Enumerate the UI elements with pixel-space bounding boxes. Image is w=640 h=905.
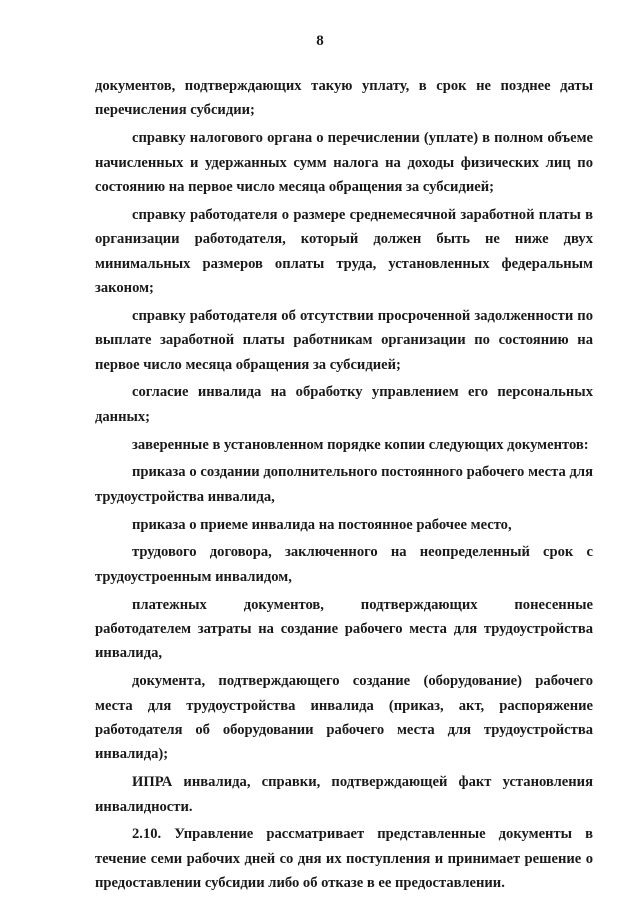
paragraph-certified-copies: заверенные в установленном порядке копии следующих документов: <box>132 436 589 453</box>
paragraph-personal-data-consent: согласие инвалида на обработку управлением его персональных данных; <box>95 384 593 425</box>
paragraph-section-2-10: 2.10. Управление рассматривает представленные документы в течение семи рабочих дней со дня их поступления и принимает решение о предоставлении субсидии либо об отказе в ее предоставлении. <box>95 826 593 892</box>
paragraph-payment-costs: платежных документов, подтверждающих понесенные работодателем затраты на создание рабочего места для трудоустройства инвалида, <box>95 596 593 662</box>
paragraph-labor-contract: трудового договора, заключенного на неопределенный срок с трудоустроенным инвалидом, <box>95 544 593 585</box>
paragraph-equipment-document: документа, подтверждающего создание (оборудование) рабочего места для трудоустройства инвалида (приказ, акт, распоряжение работодателя об оборудовании рабочего места для трудоустройства инвалида); <box>95 673 593 763</box>
paragraph-payment-documents: документов, подтверждающих такую уплату, в срок не позднее даты перечисления субсидии; <box>95 78 593 119</box>
paragraph-ipra: ИПРА инвалида, справки, подтверждающей факт установления инвалидности. <box>95 774 593 815</box>
paragraph-no-arrears-certificate: справку работодателя об отсутствии просроченной задолженности по выплате заработной платы работникам организации по состоянию на первое число месяца обращения за субсидией; <box>95 307 593 373</box>
paragraph-salary-certificate: справку работодателя о размере среднемесячной заработной платы в организации работодателя, который должен быть не ниже двух минимальных размеров оплаты труда, установленных федеральным законом; <box>95 206 593 297</box>
paragraph-order-workplace: приказа о создании дополнительного постоянного рабочего места для трудоустройства инвалида, <box>95 464 593 505</box>
paragraph-tax-certificate: справку налогового органа о перечислении (уплате) в полном объеме начисленных и удержанных сумм налога на доходы физических лиц по состоянию на первое число месяца обращения за субсидией; <box>95 130 593 196</box>
paragraph-order-hiring: приказа о приеме инвалида на постоянное рабочее место, <box>132 516 512 533</box>
document-body <box>95 74 593 899</box>
page-number: 8 <box>316 33 324 49</box>
